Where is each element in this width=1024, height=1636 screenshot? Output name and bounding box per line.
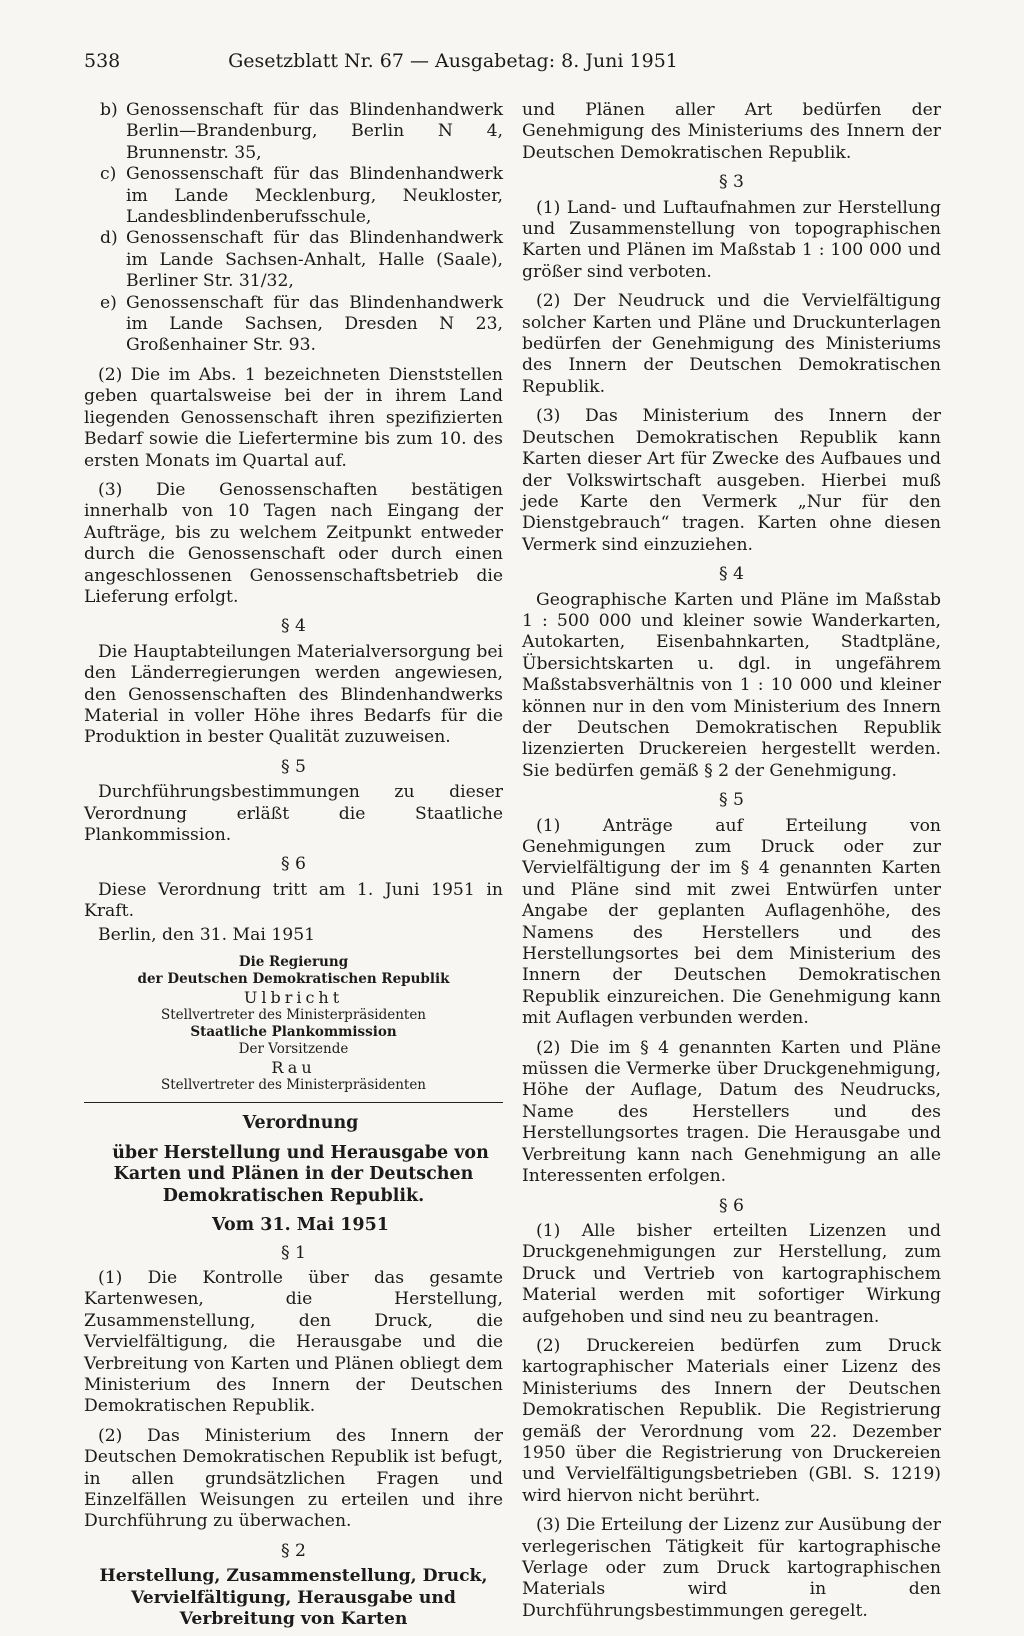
paragraph: (2) Der Neudruck und die Vervielfältigung solcher Karten und Pläne und Druckunterlagen bedürfen der Genehmigung des Ministeriums des Innern der Deutschen Demokratischen Republik. <box>522 291 941 397</box>
section-heading: § 2 <box>281 1540 306 1561</box>
paragraph: (1) Alle bisher erteilten Lizenzen und Druckgenehmigungen zur Herstellung, zum Druck und Vertrieb von kartographischem Material werden mit sofortiger Wirkung aufgehoben und sind neu zu beantragen. <box>522 1220 941 1327</box>
section-heading: § 1 <box>281 1242 306 1263</box>
paragraph: (2) Das Ministerium des Innern der Deutschen Demokratischen Republik ist befugt, in allen grundsätzlichen Fragen und Einzelfällen Weisungen zu erteilen und ihre Durchführung zu überwachen. <box>84 1425 503 1532</box>
paragraph: (3) Das Ministerium des Innern der Deutschen Demokratischen Republik kann Karten dieser Art für Zwecke des Aufbaues und der Volkswirtschaft ausgeben. Hierbei muß jede Karte den Vermerk „Nur für den Dienstgebrauch“ tragen. Karten ohne diesen Vermerk sind einzuziehen. <box>522 406 941 555</box>
section-heading: § 4 <box>281 616 306 637</box>
divider <box>84 1102 503 1103</box>
list-item: b) Genossenschaft für das Blindenhandwerk Berlin—Brandenburg, Berlin N 4, Brunnenstr. 35, <box>100 100 503 163</box>
section-heading: § 4 <box>719 564 744 585</box>
decree-title: Verordnung <box>242 1113 359 1134</box>
paragraph: Die Hauptabteilungen Materialversorgung bei den Länderregierungen werden angewiesen, den Genossenschaften des Blindenhandwerks Material in voller Höhe ihres Bedarfs für die Produktion in bester Qualität zuzuweisen. <box>84 641 503 748</box>
section-heading: § 5 <box>719 790 744 811</box>
paragraph: (1) Anträge auf Erteilung von Genehmigungen zum Druck oder zur Vervielfältigung der im § 4 genannten Karten und Pläne sind mit zwei Entwürfen unter Angabe der geplanten Auflagenhöhe, des Namens des Herstellers und des Herstellungsortes bei dem Ministerium des Innern der Deutschen Demokratischen Republik einzureichen. Die Genehmigung kann mit Auflagen verbunden werden. <box>522 815 941 1029</box>
dateline: Berlin, den 31. Mai 1951 <box>98 924 316 945</box>
paragraph: (3) Die Erteilung der Lizenz zur Ausübung der verlegerischen Tätigkeit für kartographische Verlage oder zum Druck kartographischen Materials wird in den Durchführungsbestimmungen geregelt. <box>522 1515 941 1621</box>
paragraph: (2) Druckereien bedürfen zum Druck kartographischer Materials einer Lizenz des Ministeriums des Innern der Deutschen Demokratischen Republik. Die Registrierung gemäß der Verordnung vom 22. Dezember 1950 über die Registrierung von Druckereien und Vervielfältigungsbetrieben (GBl. S. 1219) wird hiervon nicht berührt. <box>522 1335 941 1506</box>
decree-date: Vom 31. Mai 1951 <box>212 1215 389 1236</box>
page-number: 538 <box>84 50 121 72</box>
cooperative-list <box>84 100 503 357</box>
paragraph: Diese Verordnung tritt am 1. Juni 1951 in Kraft. <box>84 879 503 922</box>
paragraph: (2) Die im § 4 genannten Karten und Pläne müssen die Vermerke über Druckgenehmigung, Höhe der Auflage, Datum des Neudrucks, Name des Herstellers und des Herstellungsortes tragen. Die Herausgabe und Verbreitung kann nach Genehmigung an alle Interessenten erfolgen. <box>522 1037 941 1187</box>
section-title: Herstellung, Zusammenstellung, Druck, Vervielfältigung, Herausgabe und Verbreitung von Karten <box>99 1566 488 1630</box>
list-item: e) Genossenschaft für das Blindenhandwerk im Lande Sachsen, Dresden N 23, Großenhainer Str. 93. <box>100 292 503 356</box>
right-column <box>522 100 941 1630</box>
section-heading: § 6 <box>281 854 306 875</box>
list-item: c) Genossenschaft für das Blindenhandwerk im Lande Mecklenburg, Neukloster, Landesblindenberufsschule, <box>100 164 503 228</box>
paragraph: (1) Die Kontrolle über das gesamte Kartenwesen, die Herstellung, Zusammenstellung, den Druck, die Vervielfältigung, die Herausgabe und die Verbreitung von Karten und Plänen obliegt dem Ministerium des Innern der Deutschen Demokratischen Republik. <box>84 1267 503 1417</box>
signatory-name: Rau <box>271 1058 316 1078</box>
left-column <box>84 100 503 1636</box>
paragraph: und Plänen aller Art bedürfen der Genehmigung des Ministeriums des Innern der Deutschen Demokratischen Republik. <box>522 100 941 163</box>
section-heading: § 6 <box>719 1195 744 1216</box>
list-item: d) Genossenschaft für das Blindenhandwerk im Lande Sachsen-Anhalt, Halle (Saale), Berliner Str. 31/32, <box>100 228 503 292</box>
section-heading: § 5 <box>281 756 306 777</box>
paragraph: Geographische Karten und Pläne im Maßstab 1 : 500 000 und kleiner sowie Wanderkarten, Autokarten, Eisenbahnkarten, Stadtpläne, Übersichtskarten u. dgl. in ungefährem Maßstabsverhältnis von 1 : 10 000 und kleiner können nur in den vom Ministerium des Innern der Deutschen Demokratischen Republik lizenzierten Druckereien hergestellt werden. Sie bedürfen gemäß § 2 der Genehmigung. <box>522 589 941 781</box>
paragraph: Durchführungsbestimmungen zu dieser Verordnung erläßt die Staatliche Plankommission. <box>84 782 503 845</box>
signatory-name: Ulbricht <box>243 988 344 1008</box>
decree-subtitle: über Herstellung und Herausgabe von Karten und Plänen in der Deutschen Demokratischen Republik. <box>112 1142 489 1206</box>
page-header <box>84 46 724 78</box>
section-heading: § 3 <box>719 172 744 193</box>
signature-block: Die Regierung der Deutschen Demokratischen Republik Ulbricht Stellvertreter des Ministerpräsidenten Staatliche Plankommission Der Vorsitzende Rau Stellvertreter des Ministerpräsidenten <box>84 954 503 1094</box>
header-title: Gesetzblatt Nr. 67 — Ausgabetag: 8. Juni 1951 <box>228 50 678 72</box>
paragraph: (2) Die im Abs. 1 bezeichneten Dienststellen geben quartalsweise bei der in ihrem Land liegenden Genossenschaft ihren spezifizierten Bedarf sowie die Liefertermine bis zum 10. des ersten Monats im Quartal auf. <box>84 364 503 471</box>
paragraph: (3) Die Genossenschaften bestätigen innerhalb von 10 Tagen nach Eingang der Aufträge, bis zu welchem Zeitpunkt entweder durch die Genossenschaft oder durch einen angeschlossenen Genossenschaftsbetrieb die Lieferung erfolgt. <box>84 479 503 607</box>
paragraph: (1) Land- und Luftaufnahmen zur Herstellung und Zusammenstellung von topographischen Karten und Plänen im Maßstab 1 : 100 000 und größer sind verboten. <box>522 197 941 282</box>
